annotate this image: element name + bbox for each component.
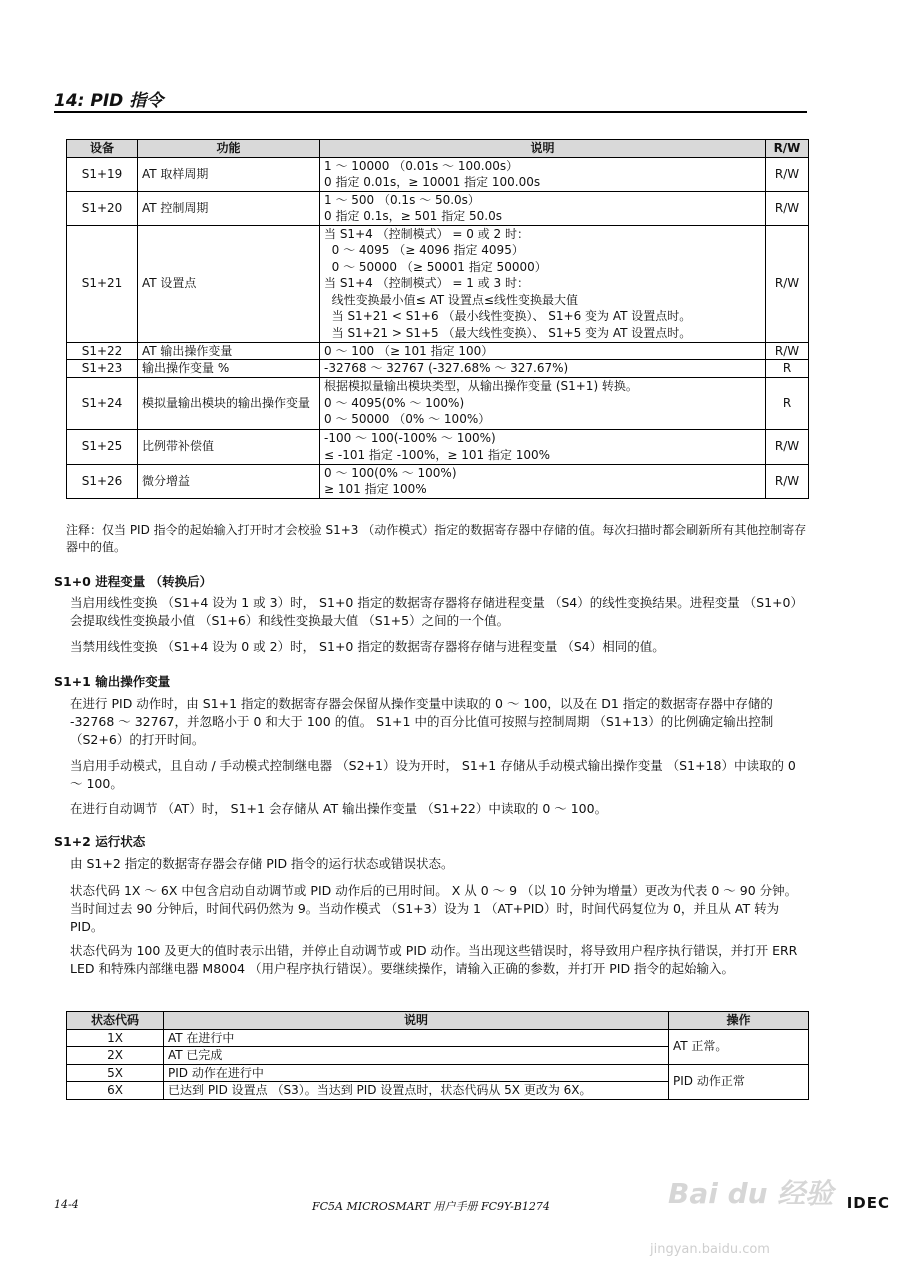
table-row: [67, 157, 809, 191]
description-line: 当 S1+4 （控制模式） = 1 或 3 时：: [324, 276, 529, 291]
section-heading: S1+0 进程变量 （转换后）: [54, 574, 213, 589]
operation-cell: PID 动作正常: [669, 1064, 809, 1099]
description-line: 1 ～ 500 （0.1s ～ 50.0s）: [324, 192, 480, 207]
rw-cell: R/W: [766, 429, 809, 464]
col-function: 功能: [138, 140, 320, 158]
table-row: [67, 342, 809, 360]
device-cell: S1+25: [67, 429, 138, 464]
description-line: ≥ 101 指定 100%: [324, 482, 427, 496]
section-paragraph: 在进行 PID 动作时，由 S1+1 指定的数据寄存器会保留从操作变量中读取的 0 ～ 100，以及在 D1 指定的数据寄存器中存储的 -32768 ～ 32767，并忽略小于 0 和大于 100 的值。 S1+1 中的百分比值可按照与控制周期 （S1+13）的比例确定输出控制 （S2+6）的打开时间。: [70, 696, 774, 747]
section-paragraph: 当启用手动模式，且自动 / 手动模式控制继电器 （S2+1）设为开时， S1+1 存储从手动模式输出操作变量 （S1+18）中读取的 0 ～ 100。: [70, 758, 796, 791]
operation-cell: AT 正常。: [669, 1029, 809, 1064]
register-table: [66, 139, 809, 499]
idec-logo: IDEC: [846, 1194, 890, 1212]
device-cell: S1+21: [67, 225, 138, 342]
device-cell: S1+24: [67, 377, 138, 429]
device-cell: S1+19: [67, 157, 138, 191]
table-row: [67, 1029, 809, 1047]
rw-cell: R: [766, 360, 809, 378]
description-line: 0 指定 0.1s，≥ 501 指定 50.0s: [324, 209, 502, 223]
function-cell: 模拟量输出模块的输出操作变量: [138, 377, 320, 429]
table-note: 注释：仅当 PID 指令的起始输入打开时才会校验 S1+3 （动作模式）指定的数据寄存器中存储的值。每次扫描时都会刷新所有其他控制寄存器中的值。: [66, 523, 807, 554]
rw-cell: R/W: [766, 191, 809, 225]
function-cell: AT 输出操作变量: [138, 342, 320, 360]
status-code-table: [66, 1011, 809, 1100]
description-line: 当 S1+21 > S1+5 （最大线性变换）、 S1+5 变为 AT 设置点时。: [324, 325, 692, 340]
baidu-watermark-url: jingyan.baidu.com: [650, 1242, 770, 1257]
description-line: 当 S1+21 < S1+6 （最小线性变换）、 S1+6 变为 AT 设置点时。: [324, 309, 692, 324]
status-code-cell: 1X: [67, 1029, 164, 1047]
description-line: -100 ～ 100(-100% ～ 100%): [324, 431, 496, 445]
description-cell: [320, 157, 766, 191]
header-rule: [54, 111, 807, 113]
col-description: 说明: [320, 140, 766, 158]
section-heading: S1+2 运行状态: [54, 834, 146, 849]
device-cell: S1+20: [67, 191, 138, 225]
status-description-cell: AT 在进行中: [164, 1029, 669, 1047]
device-cell: S1+26: [67, 464, 138, 498]
section-paragraph: 状态代码为 100 及更大的值时表示出错，并停止自动调节或 PID 动作。当出现这些错误时，将导致用户程序执行错误，并打开 ERR LED 和特殊内部继电器 M8004 （用户程序执行错误）。要继续操作，请输入正确的参数，并打开 PID 指令的起始输入。: [70, 943, 798, 976]
function-cell: AT 取样周期: [138, 157, 320, 191]
table-row: [67, 429, 809, 464]
description-line: 根据模拟量输出模块类型，从输出操作变量 (S1+1) 转换。: [324, 379, 638, 394]
description-line: 0 指定 0.01s，≥ 10001 指定 100.00s: [324, 175, 541, 189]
description-cell: [320, 429, 766, 464]
status-description-cell: 已达到 PID 设置点 （S3）。当达到 PID 设置点时，状态代码从 5X 更改为 6X。: [164, 1082, 669, 1100]
description-cell: [320, 360, 766, 378]
description-cell: [320, 342, 766, 360]
section-paragraph: 当启用线性变换 （S1+4 设为 1 或 3）时， S1+0 指定的数据寄存器将存储进程变量 （S4）的线性变换结果。进程变量 （S1+0）会提取线性变换最小值 （S1+6）和线性变换最大值 （S1+5）之间的一个值。: [70, 595, 803, 628]
rw-cell: R/W: [766, 342, 809, 360]
description-line: 0 ～ 100 （≥ 101 指定 100）: [324, 343, 494, 358]
rw-cell: R/W: [766, 157, 809, 191]
status-description-cell: AT 已完成: [164, 1047, 669, 1065]
description-line: 0 ～ 4095 （≥ 4096 指定 4095）: [324, 243, 524, 258]
baidu-watermark: Bai du 经验: [668, 1177, 834, 1210]
description-line: 当 S1+4 （控制模式） = 0 或 2 时：: [324, 226, 529, 241]
function-cell: AT 设置点: [138, 225, 320, 342]
rw-cell: R/W: [766, 464, 809, 498]
col-status-code: 状态代码: [67, 1012, 164, 1030]
col-rw: R/W: [766, 140, 809, 158]
manual-title: FC5A MICROSMART 用户手册 FC9Y-B1274: [312, 1200, 550, 1213]
table-row: [67, 360, 809, 378]
section-paragraph: 由 S1+2 指定的数据寄存器会存储 PID 指令的运行状态或错误状态。: [70, 856, 454, 871]
description-cell: [320, 464, 766, 498]
function-cell: AT 控制周期: [138, 191, 320, 225]
description-cell: [320, 191, 766, 225]
page-number: 14-4: [54, 1198, 79, 1211]
status-description-cell: PID 动作在进行中: [164, 1064, 669, 1082]
col-operation: 操作: [669, 1012, 809, 1030]
function-cell: 比例带补偿值: [138, 429, 320, 464]
status-code-cell: 6X: [67, 1082, 164, 1100]
description-line: ≤ -101 指定 -100%，≥ 101 指定 100%: [324, 447, 551, 462]
table-row: [67, 1064, 809, 1082]
description-cell: [320, 225, 766, 342]
col-status-description: 说明: [164, 1012, 669, 1030]
description-line: 0 ～ 4095(0% ～ 100%): [324, 395, 465, 410]
function-cell: 微分增益: [138, 464, 320, 498]
status-code-cell: 2X: [67, 1047, 164, 1065]
table-row: [67, 377, 809, 429]
description-line: 线性变换最小值≤ AT 设置点≤线性变换最大值: [324, 292, 578, 307]
section-paragraph: 当禁用线性变换 （S1+4 设为 0 或 2）时， S1+0 指定的数据寄存器将存储与进程变量 （S4）相同的值。: [70, 639, 665, 654]
rw-cell: R/W: [766, 225, 809, 342]
table-row: [67, 464, 809, 498]
section-paragraph: 状态代码 1X ～ 6X 中包含启动自动调节或 PID 动作后的已用时间。 X 从 0 ～ 9 （以 10 分钟为增量）更改为代表 0 ～ 90 分钟。当时间过去 90 分钟后，时间代码仍然为 9。当动作模式 （S1+3）设为 1 （AT+PID）时，时间代码复位为 0，并且从 AT 转为 PID。: [70, 883, 798, 934]
section-heading: S1+1 输出操作变量: [54, 674, 171, 689]
description-line: 0 ～ 50000 （0% ～ 100%）: [324, 412, 491, 427]
device-cell: S1+22: [67, 342, 138, 360]
section-paragraph: 在进行自动调节 （AT）时， S1+1 会存储从 AT 输出操作变量 （S1+22）中读取的 0 ～ 100。: [70, 801, 608, 816]
status-code-cell: 5X: [67, 1064, 164, 1082]
rw-cell: R: [766, 377, 809, 429]
device-cell: S1+23: [67, 360, 138, 378]
table-row: [67, 225, 809, 342]
description-line: -32768 ～ 32767 (-327.68% ～ 327.67%): [324, 361, 569, 375]
col-device: 设备: [67, 140, 138, 158]
description-cell: [320, 377, 766, 429]
function-cell: 输出操作变量 %: [138, 360, 320, 378]
description-line: 1 ～ 10000 （0.01s ～ 100.00s）: [324, 158, 519, 173]
description-line: 0 ～ 100(0% ～ 100%): [324, 465, 457, 480]
table-row: [67, 191, 809, 225]
description-line: 0 ～ 50000 （≥ 50001 指定 50000）: [324, 259, 547, 274]
page-header: 14: PID 指令: [54, 91, 164, 111]
